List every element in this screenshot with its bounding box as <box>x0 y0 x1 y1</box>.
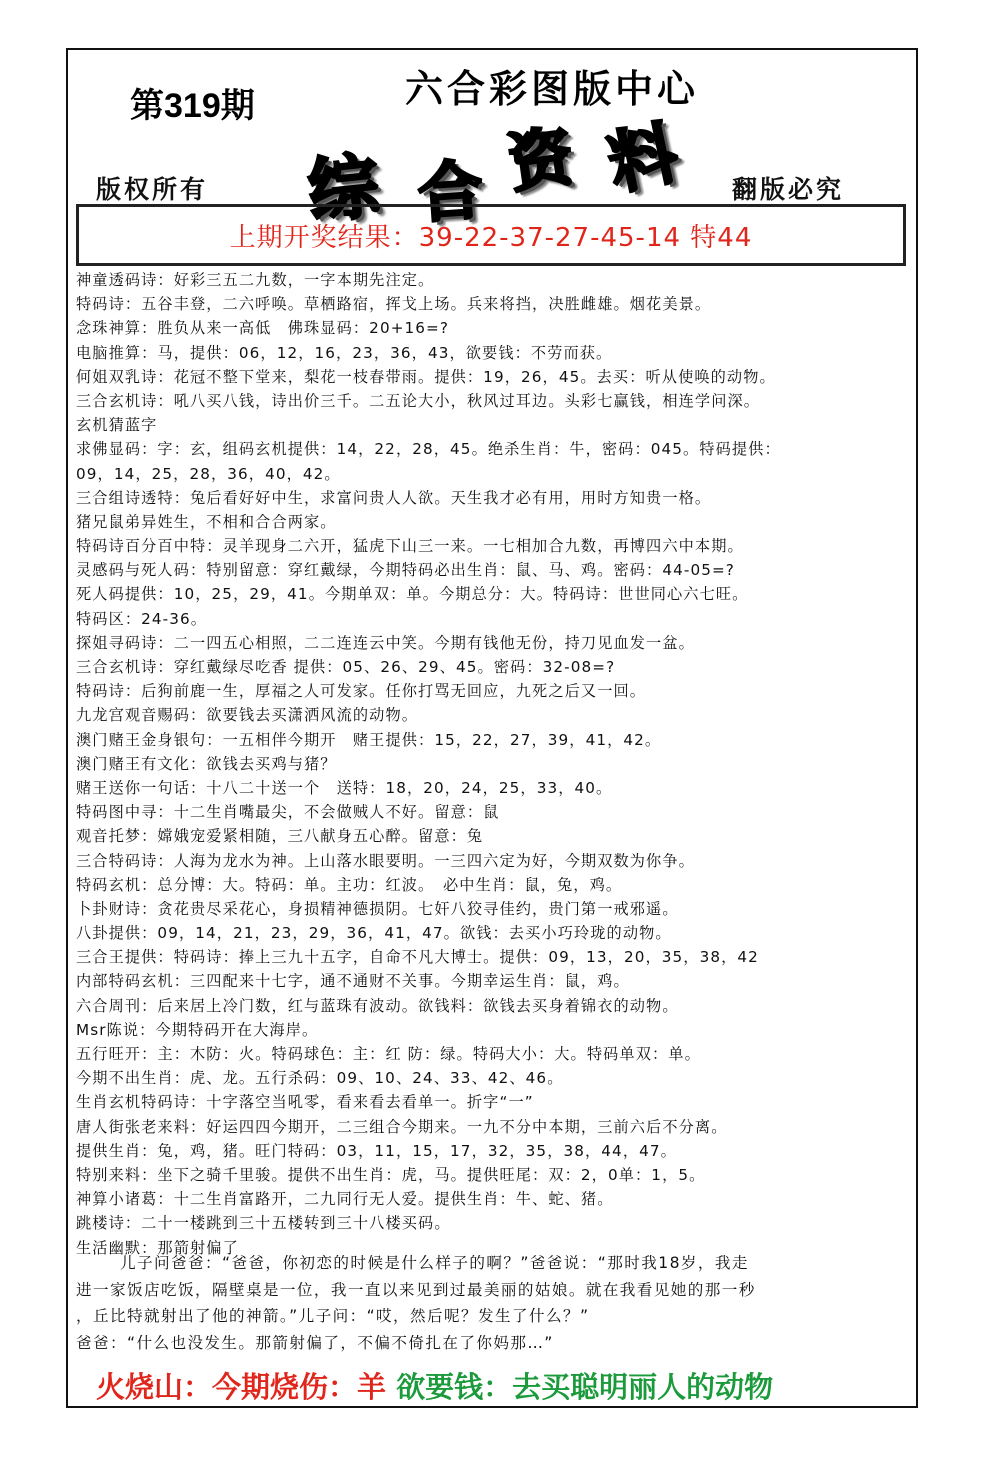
content-line: 09，14，25，28，36，40，42。 <box>76 464 341 483</box>
content-line: 死人码提供：10，25，29，41。今期单双：单。今期总分：大。特码诗：世世同心六七旺。 <box>76 585 749 604</box>
story-line: ，丘比特就射出了他的神箭。”儿子问：“哎，然后呢？发生了什么？” <box>76 1307 590 1325</box>
last-result-box <box>76 204 906 266</box>
content-line: 何姐双乳诗：花冠不整下堂来，梨花一枝春带雨。提供：19，26，45。去买：听从使唤的动物。 <box>76 367 776 386</box>
content-line: 赌王送你一句话：十八二十送一个 送特：18，20，24，25，33，40。 <box>76 778 613 797</box>
content-line: 玄机猜蓝字 <box>76 416 158 435</box>
content-line: 灵感码与死人码：特别留意：穿红戴绿，今期特码必出生肖：鼠、马、鸡。密码：44-05=? <box>76 561 735 580</box>
footer-money-text: 欲要钱：去买聪明丽人的动物 <box>396 1370 774 1404</box>
content-line: 特码图中寻：十二生肖嘴最尖，不会做贼人不好。留意：鼠 <box>76 803 500 822</box>
content-line: 神算小诸葛：十二生肖富路开，二九同行无人爱。提供生肖：牛、蛇、猪。 <box>76 1190 614 1209</box>
content-line: 五行旺开：主：木防：火。特码球色：主：红 防：绿。特码大小：大。特码单双：单。 <box>76 1045 701 1063</box>
content-line: 澳门赌王有文化：欲钱去买鸡与猪？ <box>76 754 337 773</box>
issue-number: 第319期 <box>130 87 255 125</box>
content-line: 澳门赌王金身银句：一五相伴今期开 赌王提供：15，22，27，39，41，42。 <box>76 730 662 749</box>
content-line: 求佛显码：字：玄，组码玄机提供：14，22，28，45。绝杀生肖：牛，密码：045。特码提供： <box>76 440 781 459</box>
content-line: 三合玄机诗：穿红戴绿尽吃香 提供：05、26、29、45。密码：32-08=? <box>76 658 616 676</box>
content-line: 念珠神算：胜负从来一高低 佛珠显码：20+16=? <box>76 319 450 338</box>
content-line: 三合玄机诗：吼八买八钱，诗出价三千。二五论大小，秋风过耳边。头彩七赢钱，相连学问深。 <box>76 391 761 410</box>
content-line: 九龙宫观音赐码：欲要钱去买潇洒风流的动物。 <box>76 706 419 725</box>
last-result-text: 上期开奖结果：39-22-37-27-45-14 特44 <box>229 222 753 253</box>
content-line: 神童透码诗：好彩三五二九数，一字本期先注定。 <box>76 271 435 289</box>
story-line: 进一家饭店吃饭，隔壁桌是一位，我一直以来见到过最美丽的姑娘。就在我看见她的那一秒 <box>76 1280 756 1299</box>
content-line: 三合特码诗：人海为龙水为神。上山落水眼要明。一三四六定为好，今期双数为你争。 <box>76 851 695 870</box>
content-line: 三合王提供：特码诗：捧上三九十五字，自命不凡大博士。提供：09，13，20，35，38，42 <box>76 948 759 967</box>
big-title-char: 合 <box>415 152 485 233</box>
copyright-right: 翻版必究 <box>732 175 845 204</box>
content-line: 特码区：24-36。 <box>76 609 208 628</box>
footer-fire-text: 火烧山：今期烧伤：羊 <box>96 1370 387 1404</box>
big-title-char: 料 <box>601 112 685 206</box>
content-line: 三合组诗透特：兔后看好好中生，求富问贵人人欲。天生我才必有用，用时方知贵一格。 <box>76 488 712 507</box>
content-line: 特码诗：五谷丰登，二六呼唤。草栖路宿，挥戈上场。兵来将挡，决胜雌雄。烟花美景。 <box>76 295 712 314</box>
big-title <box>304 105 708 234</box>
content-line: 生活幽默：那箭射偏了 <box>76 1238 239 1257</box>
content-line: 生肖玄机特码诗：十字落空当吼零，看来看去看单一。折字“一” <box>76 1093 534 1112</box>
big-title-char: 综 <box>304 143 383 234</box>
big-title-char: 资 <box>503 118 578 203</box>
content-line: 唐人街张老来料：好运四四今期开，二三组合今期来。一九不分中本期，三前六后不分离。 <box>76 1117 728 1136</box>
content-line: 特别来料：坐下之骑千里骏。提供不出生肖：虎，马。提供旺尾：双：2，0单：1，5。 <box>76 1165 706 1184</box>
content-list <box>76 268 912 1260</box>
content-line: 跳楼诗：二十一楼跳到三十五楼转到三十八楼买码。 <box>76 1214 451 1233</box>
content-line: 特码玄机：总分博：大。特码：单。主功：红波。 必中生肖：鼠，兔，鸡。 <box>76 875 623 894</box>
content-line: 提供生肖：兔，鸡，猪。旺门特码：03，11，15，17，32，35，38，44，47。 <box>76 1141 677 1160</box>
story-line: 儿子问爸爸：“爸爸，你初恋的时候是什么样子的啊？”爸爸说：“那时我18岁，我走 <box>120 1254 749 1272</box>
content-line: 特码诗：后狗前鹿一生，厚福之人可发家。任你打骂无回应，九死之后又一回。 <box>76 682 647 701</box>
footer-banner <box>96 1365 773 1406</box>
content-line: 电脑推算：马，提供：06，12，16，23，36，43，欲要钱：不劳而获。 <box>76 343 613 362</box>
content-line: 卜卦财诗：贪花贵尽采花心，身损精神德损阴。七奸八狡寻佳约，贵门第一戒邪遥。 <box>76 899 679 918</box>
content-line: 猪兄鼠弟异姓生，不相和合合两家。 <box>76 512 337 531</box>
content-line: 观音托梦：嫦娥宠爱紧相随，三八献身五心醉。留意：兔 <box>76 827 484 846</box>
content-line: 六合周刊：后来居上冷门数，红与蓝珠有波动。欲钱料：欲钱去买身着锦衣的动物。 <box>76 996 679 1015</box>
content-line: 内部特码玄机：三四配来十七字，通不通财不关事。今期幸运生肖：鼠，鸡。 <box>76 972 630 991</box>
copyright-left: 版权所有 <box>96 175 209 204</box>
center-title: 六合彩图版中心 <box>404 67 699 111</box>
content-line: 特码诗百分百中特：灵羊现身二六开，猛虎下山三一来。一七相加合九数，再博四六中本期。 <box>76 537 744 556</box>
content-line: 今期不出生肖：虎、龙。五行杀码：09、10、24、33、42、46。 <box>76 1069 564 1088</box>
content-line: 八卦提供：09，14，21，23，29，36，41，47。欲钱：去买小巧玲珑的动物。 <box>76 924 672 943</box>
story-line: 爸爸：“什么也没发生。那箭射偏了，不偏不倚扎在了你妈那…” <box>76 1333 554 1352</box>
content-line: 探姐寻码诗：二一四五心相照，二二连连云中笑。今期有钱他无份，持刀见血发一盆。 <box>76 633 695 652</box>
content-line: Msr陈说：今期特码开在大海岸。 <box>76 1020 319 1039</box>
humor-story <box>76 1250 912 1356</box>
